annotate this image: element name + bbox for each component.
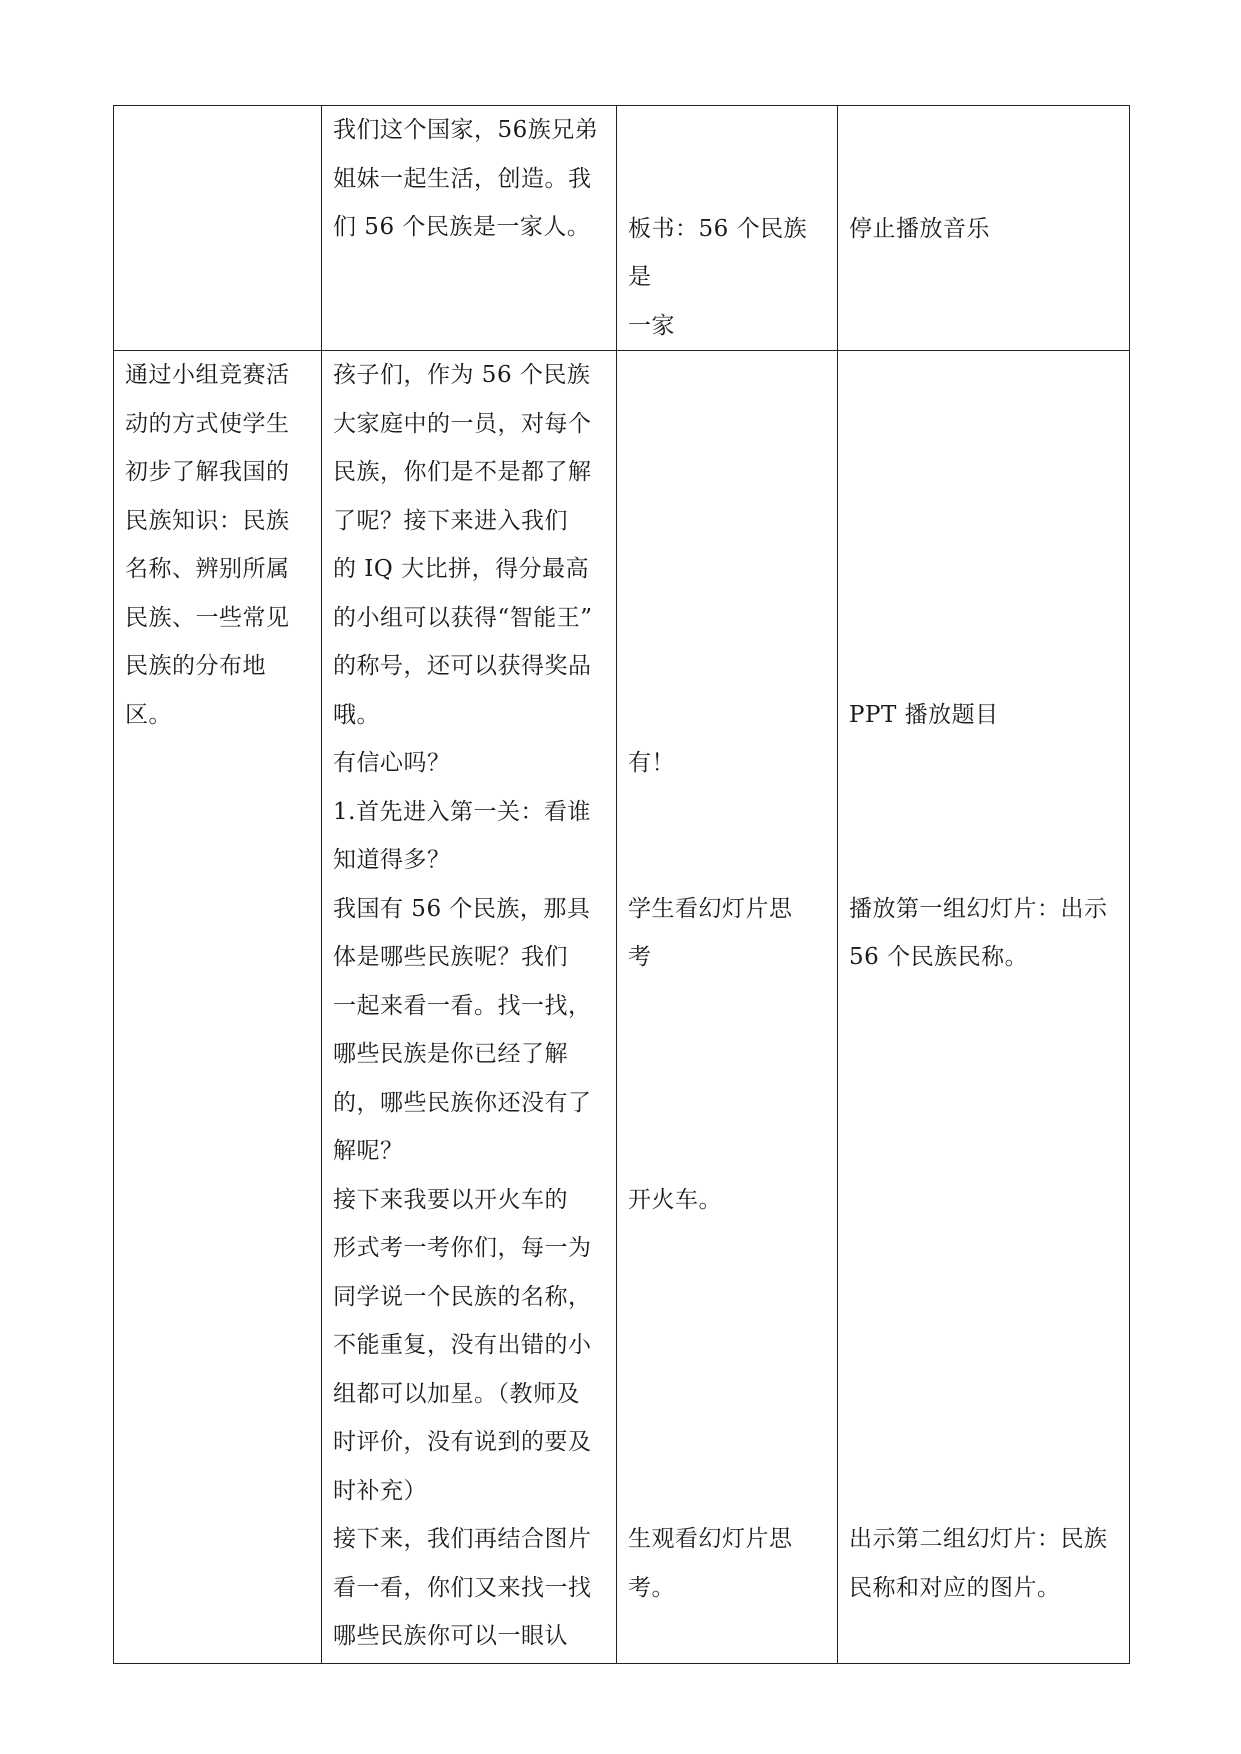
text-line: 不能重复，没有出错的小 <box>333 1332 592 1358</box>
text-line <box>628 545 826 594</box>
text-line <box>849 448 1118 497</box>
text-line <box>628 1418 826 1467</box>
text-line: 民族、一些常见 <box>125 604 290 631</box>
text-line: 解呢？ <box>333 1138 404 1164</box>
text-line <box>628 448 826 497</box>
text-line <box>849 836 1118 885</box>
teacher-activity-cell <box>322 106 617 351</box>
text-line: 我们这个国家，56族兄弟 <box>333 117 599 143</box>
text-line: 大家庭中的一员，对每个 <box>333 410 592 437</box>
text-line: 民称和对应的图片。 <box>849 1574 1061 1601</box>
text-line: 有信心吗？ <box>333 750 451 776</box>
media-cell <box>838 351 1130 1664</box>
text-line: 名称、辨别所属 <box>125 556 290 582</box>
text-line <box>849 1467 1118 1516</box>
text-line: 停止播放音乐 <box>849 215 990 242</box>
table-row <box>114 106 1130 351</box>
text-line <box>628 400 826 449</box>
text-line: 同学说一个民族的名称， <box>333 1283 592 1310</box>
text-line: 考 <box>628 944 652 970</box>
text-line <box>628 106 826 155</box>
text-line <box>628 1321 826 1370</box>
text-line <box>849 400 1118 449</box>
text-line: 哪些民族你可以一眼认 <box>333 1623 568 1649</box>
text-line <box>628 594 826 643</box>
text-line: 民族，你们是不是都了解 <box>333 459 592 485</box>
text-line: 体是哪些民族呢？我们 <box>333 944 568 970</box>
text-line <box>628 836 826 885</box>
text-line <box>849 739 1118 788</box>
text-line <box>628 1370 826 1419</box>
goal-cell <box>114 351 322 1664</box>
text-line <box>628 1079 826 1128</box>
goal-cell <box>114 106 322 351</box>
text-line: 时评价，没有说到的要及 <box>333 1429 592 1455</box>
text-line: 形式考一考你们，每一为 <box>333 1235 592 1261</box>
text-line <box>849 106 1118 155</box>
text-line <box>628 497 826 546</box>
text-line: 的小组可以获得“智能王” <box>333 604 593 631</box>
text-line: 动的方式使学生 <box>125 410 290 437</box>
text-line <box>849 1321 1118 1370</box>
text-line: 一起来看一看。找一找， <box>333 992 592 1019</box>
lesson-plan-table <box>113 105 1130 1664</box>
text-line <box>849 982 1118 1031</box>
text-line <box>628 642 826 691</box>
text-line: 的称号，还可以获得奖品 <box>333 653 592 679</box>
text-line: 出示第二组幻灯片：民族 <box>849 1526 1108 1552</box>
text-line <box>849 497 1118 546</box>
text-line <box>628 1273 826 1322</box>
text-line: 哦。 <box>333 701 380 728</box>
text-line: 开火车。 <box>628 1186 722 1213</box>
text-line: 有！ <box>628 750 675 776</box>
text-line: 组都可以加星。（教师及 <box>333 1380 580 1407</box>
text-line <box>628 1224 826 1273</box>
text-line: 生观看幻灯片思 <box>628 1526 793 1552</box>
text-line: 板书：56 个民族是 <box>628 215 808 290</box>
text-line <box>849 156 1118 205</box>
text-line: 一家 <box>628 312 675 339</box>
text-line: 接下来我要以开火车的 <box>333 1186 568 1213</box>
text-line <box>849 1079 1118 1128</box>
text-line: 看一看，你们又来找一找 <box>333 1574 592 1601</box>
media-cell <box>838 106 1130 351</box>
text-line: 初步了解我国的 <box>125 459 290 485</box>
text-line <box>849 642 1118 691</box>
text-line: 的，哪些民族你还没有了 <box>333 1089 592 1116</box>
text-line: 1.首先进入第一关：看谁 <box>333 798 591 825</box>
text-line <box>849 1418 1118 1467</box>
text-line <box>849 1273 1118 1322</box>
text-line: 学生看幻灯片思 <box>628 895 793 922</box>
text-line: 考。 <box>628 1574 675 1601</box>
text-line: 哪些民族是你已经了解 <box>333 1041 568 1067</box>
text-line: 56 个民族民称。 <box>849 944 1029 970</box>
text-line <box>849 1030 1118 1079</box>
student-activity-cell <box>617 351 838 1664</box>
text-line <box>628 1127 826 1176</box>
text-line: 我国有 56 个民族，那具 <box>333 895 591 922</box>
text-line: 时补充） <box>333 1477 427 1504</box>
text-line <box>628 691 826 740</box>
text-line <box>849 1176 1118 1225</box>
text-line <box>628 351 826 400</box>
text-line: 了呢？接下来进入我们 <box>333 507 568 534</box>
text-line: 知道得多？ <box>333 847 451 873</box>
text-line: 孩子们，作为 56 个民族 <box>333 362 591 388</box>
table-row <box>114 351 1130 1664</box>
text-line: 接下来，我们再结合图片 <box>333 1526 592 1552</box>
text-line: 播放第一组幻灯片：出示 <box>849 895 1108 922</box>
text-line <box>849 1127 1118 1176</box>
text-line <box>849 594 1118 643</box>
text-line <box>849 545 1118 594</box>
text-line: 民族的分布地区。 <box>125 653 266 728</box>
text-line: 们 56 个民族是一家人。 <box>333 214 591 240</box>
text-line <box>849 1224 1118 1273</box>
text-line <box>628 155 826 204</box>
text-line: 民族知识：民族 <box>125 507 290 534</box>
text-line: 的 IQ 大比拼，得分最高 <box>333 556 590 582</box>
text-line: PPT 播放题目 <box>849 701 999 728</box>
text-line <box>628 982 826 1031</box>
text-line: 通过小组竞赛活 <box>125 362 290 388</box>
text-line <box>628 1467 826 1516</box>
text-line <box>628 1030 826 1079</box>
text-line <box>849 788 1118 837</box>
text-line: 姐妹一起生活，创造。我 <box>333 165 592 192</box>
text-line <box>849 351 1118 400</box>
text-line <box>849 1370 1118 1419</box>
text-line <box>628 788 826 837</box>
teacher-activity-cell <box>322 351 617 1664</box>
student-activity-cell <box>617 106 838 351</box>
